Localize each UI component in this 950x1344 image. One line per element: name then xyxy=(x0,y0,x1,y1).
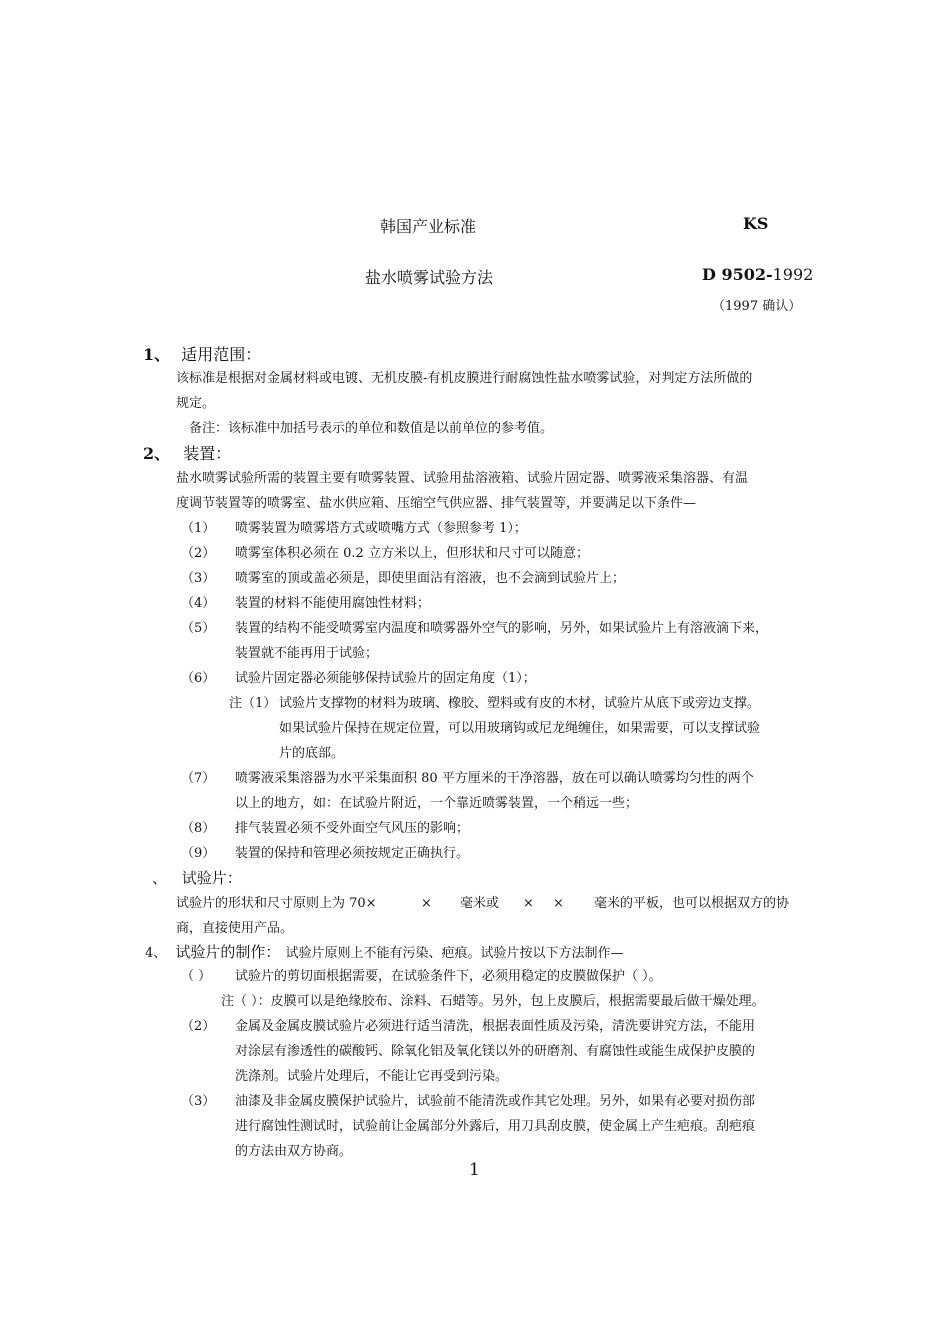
section-4-heading xyxy=(145,939,624,966)
unit-mm: 毫米或 xyxy=(460,896,500,911)
note-label: 注（1） xyxy=(229,696,277,711)
item-text: 装置的结构不能受喷雾室内温度和喷雾器外空气的影响，另外，如果试验片上有溶液滴下来， xyxy=(235,621,769,636)
item-text: 排气装置必须不受外面空气风压的影响； xyxy=(235,821,470,836)
multiply-sign: × xyxy=(523,896,534,911)
section-3-line-1b: 毫米的平板，也可以根据双方的协 xyxy=(594,896,790,911)
section-4-intro: 试验片原则上不能有污染、疤痕。试验片按以下方法制作— xyxy=(285,946,624,961)
item-number: （8） xyxy=(181,821,216,836)
section-1-line-2: 规定。 xyxy=(176,396,216,411)
section-2-line-2: 度调节装置等的喷雾室、盐水供应箱、压缩空气供应器、排气装置等，并要满足以下条件— xyxy=(176,496,697,511)
confirm-year: （1997 确认） xyxy=(712,299,802,314)
item-number: （2） xyxy=(181,1019,216,1034)
note-line: 片的底部。 xyxy=(279,746,345,761)
section-4-title: 试验片的制作： xyxy=(175,943,281,961)
section-1-number: 1、 xyxy=(143,345,171,364)
item-text: 喷雾装置为喷雾塔方式或喷嘴方式（参照参考 1）； xyxy=(235,521,527,536)
item-text-continued: 以上的地方，如：在试验片附近，一个靠近喷雾装置，一个稍远一些； xyxy=(235,796,639,811)
section-3-title: 试验片： xyxy=(181,869,242,887)
section-2-number: 2、 xyxy=(143,444,171,463)
section-3-number: 、 xyxy=(152,869,168,887)
item-text: 喷雾室的顶或盖必须是，即使里面沾有溶液，也不会滴到试验片上； xyxy=(235,571,626,586)
item-text: 试验片固定器必须能够保持试验片的固定角度（1）； xyxy=(235,671,536,686)
item-text: 金属及金属皮膜试验片必须进行适当清洗，根据表面性质及污染，清洗要讲究方法，不能用 xyxy=(235,1019,756,1034)
header-org: 韩国产业标准 xyxy=(380,217,477,236)
item-text-continued: 的方法由双方协商。 xyxy=(235,1144,353,1159)
item-number: （7） xyxy=(181,771,216,786)
item-text: 装置的保持和管理必须按规定正确执行。 xyxy=(235,846,470,861)
item-number: （6） xyxy=(181,671,216,686)
item-text: 装置的材料不能使用腐蚀性材料； xyxy=(235,596,431,611)
item-number: （ ） xyxy=(181,969,212,984)
section-1-title: 适用范围： xyxy=(181,345,262,364)
item-text-continued: 进行腐蚀性测试时，试验前让金属部分外露后，用刀具刮皮膜，使金属上产生疤痕。刮疤痕 xyxy=(235,1119,756,1134)
standard-code xyxy=(702,265,813,284)
item-text: 油漆及非金属皮膜保护试验片，试验前不能清洗或作其它处理。另外，如果有必要对损伤部 xyxy=(235,1094,756,1109)
item-text-continued: 装置就不能再用于试验； xyxy=(235,646,379,661)
note-line: 试验片支撑物的材料为玻璃、橡胶、塑料或有皮的木材，试验片从底下或旁边支撑。 xyxy=(279,696,761,711)
section-2-heading xyxy=(143,441,231,464)
section-1-note: 备注：该标准中加括号表示的单位和数值是以前单位的参考值。 xyxy=(189,421,554,436)
page-number: 1 xyxy=(469,1160,480,1180)
item-number: （5） xyxy=(181,621,216,636)
item-text: 试验片的剪切面根据需要，在试验条件下，必须用稳定的皮膜做保护（ ）。 xyxy=(235,969,662,984)
header-ks: KS xyxy=(743,214,769,233)
note-line: 如果试验片保持在规定位置，可以用玻璃钩或尼龙绳缠住，如果需要，可以支撑试验 xyxy=(279,721,761,736)
item-number: （9） xyxy=(181,846,216,861)
multiply-sign: × xyxy=(421,896,432,911)
section-3-line-2: 商，直接使用产品。 xyxy=(176,921,294,936)
item-number: （3） xyxy=(181,571,216,586)
section-1-heading xyxy=(143,342,261,365)
section-2-title: 装置： xyxy=(183,444,232,463)
section-4-note: 注（ ）：皮膜可以是绝缘胶布、涂料、石蜡等。另外，包上皮膜后，根据需要最后做干燥处理。 xyxy=(221,994,765,1009)
section-2-line-1: 盐水喷雾试验所需的装置主要有喷雾装置、试验用盐溶液箱、试验片固定器、喷雾液采集溶器、有温 xyxy=(176,471,749,486)
item-text-continued: 洗涤剂。试验片处理后，不能让它再受到污染。 xyxy=(235,1069,509,1084)
item-number: （1） xyxy=(181,521,216,536)
item-text: 喷雾液采集溶器为水平采集面积 80 平方厘米的干净溶器，放在可以确认喷雾均匀性的两个 xyxy=(235,771,754,786)
item-number: （2） xyxy=(181,546,216,561)
multiply-sign: × xyxy=(553,896,564,911)
section-4-number: 4、 xyxy=(145,946,167,961)
item-text-continued: 对涂层有渗透性的碳酸钙、除氧化铝及氧化镁以外的研磨剂、有腐蚀性或能生成保护皮膜的 xyxy=(235,1044,756,1059)
section-3-heading xyxy=(152,866,242,891)
section-3-line-1a: 试验片的形状和尺寸原则上为 70× xyxy=(176,896,377,911)
item-text: 喷雾室体积必须在 0.2 立方米以上，但形状和尺寸可以随意； xyxy=(235,546,589,561)
item-number: （3） xyxy=(181,1094,216,1109)
item-number: （4） xyxy=(181,596,216,611)
section-1-line-1: 该标准是根据对金属材料或电镀、无机皮膜-有机皮膜进行耐腐蚀性盐水喷雾试验，对判定方法所做的 xyxy=(176,371,753,386)
standard-code-year: 1992 xyxy=(772,265,814,284)
standard-code-number: D 9502- xyxy=(702,265,773,284)
document-title: 盐水喷雾试验方法 xyxy=(365,268,494,287)
